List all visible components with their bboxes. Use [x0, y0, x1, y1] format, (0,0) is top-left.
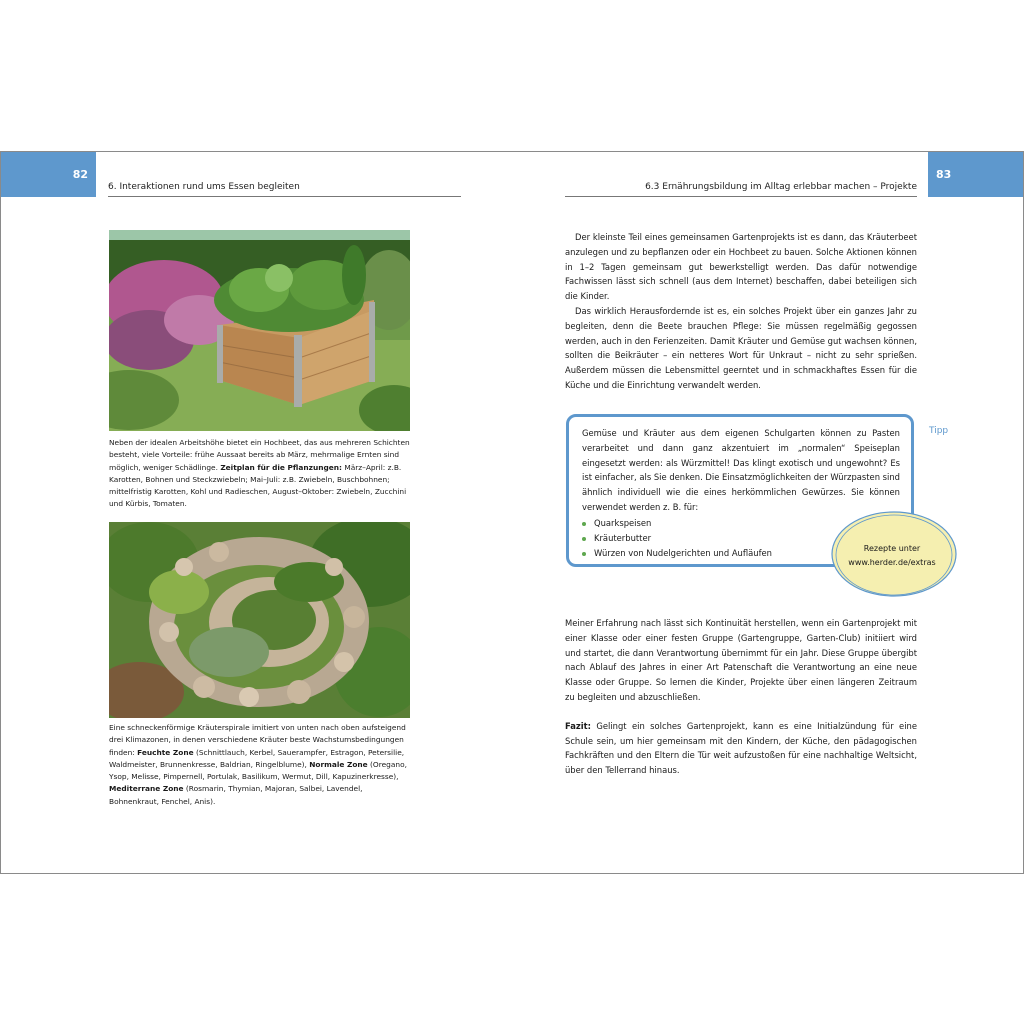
- paragraph: Der kleinste Teil eines gemeinsamen Gartenprojekts ist es dann, das Kräuterbeet anzulegen und zu bepflanzen oder ein Hochbeet zu bauen. Solche Aktionen können in 1–2 Tagen gemeinsam gut bewerkstelligt werden. Das dafür notwendige Fachwissen lässt sich schnell (aus dem Internet) beschaffen, dabei beteiligen sich die Kinder.: [565, 232, 917, 302]
- raised-bed-photo: [109, 230, 410, 431]
- bullet-icon: [582, 552, 586, 556]
- extras-url[interactable]: www.herder.de/extras: [848, 558, 936, 567]
- tip-list: [582, 516, 772, 561]
- caption-bold: Zeitplan für die Pflanzungen:: [220, 462, 342, 472]
- header-rule-right: [565, 196, 917, 197]
- herb-spiral-photo: [109, 522, 410, 718]
- caption-raised-bed: [109, 437, 411, 511]
- paragraph: Meiner Erfahrung nach lässt sich Kontinuität herstellen, wenn ein Gartenprojekt mit einer Klasse oder einer festen Gruppe (Gartengruppe, Garten-Club) initiiert wird und startet, die dann Verantwortung übernimmt für ein Jahr. Diese Gruppe übergibt nach Ablauf des Jahres in einer Art Patenschaft die Verantwortung an eine neue Klasse oder Gruppe. So lernen die Kinder, Projekte über einen längeren Zeitraum zu begleiten und abzuschließen.: [565, 618, 917, 702]
- running-head-right: 6.3 Ernährungsbildung im Alltag erlebbar machen – Projekte: [645, 182, 917, 192]
- tip-label: Tipp: [929, 426, 949, 436]
- caption-bold: Mediterrane Zone: [109, 784, 184, 794]
- caption-text: (Rosmarin, Thymian, Majoran, Salbei, Lavendel, Bohnenkraut, Fenchel, Anis).: [109, 784, 363, 806]
- fazit-paragraph: [565, 719, 917, 778]
- header-rule-left: [108, 196, 461, 197]
- caption-herb-spiral: [109, 722, 411, 808]
- caption-text: (Oregano, Ysop, Melisse, Pimpernell, Portulak, Basilikum, Wermut, Dill, Kapuzinerkresse),: [109, 759, 407, 782]
- extras-link[interactable]: [828, 542, 956, 570]
- page-number-left: 82: [1, 152, 96, 197]
- list-item: [582, 531, 772, 546]
- paragraph: Das wirklich Herausfordernde ist es, ein solches Projekt über ein ganzes Jahr zu begleiten, denn die Beete brauchen Pflege: Sie müssen regelmäßig gegossen werden, auch in den Ferienzeiten. Damit Kräuter und Gemüse gut wachsen können, sollten die Beikräuter – ein netteres Wort für Unkraut – nicht zu sehr sprießen. Außerdem müssen die Lebensmittel geerntet und in schmackhaftes Essen für die Küche und die Einrichtung verwandelt werden.: [565, 305, 918, 390]
- list-item: [582, 516, 772, 531]
- body-text-bottom: [565, 616, 917, 778]
- caption-text: März–April: z.B. Karotten, Bohnen und Steckzwiebeln; Mai–Juli: z.B. Zwiebeln, Buschbohnen; mittelfristig Karotten, Kohl und Radieschen, August–Oktober: Zwiebeln, Zucchini und Kürbis, Tomaten.: [109, 462, 407, 509]
- caption-text: (Schnittlauch, Kerbel, Sauerampfer, Estragon, Petersilie, Waldmeister, Brunnenkresse, Baldrian, Ringelblume),: [109, 747, 405, 769]
- page-number-right: 83: [928, 152, 1023, 197]
- caption-bold: Feuchte Zone: [137, 747, 194, 757]
- list-item: [582, 546, 772, 561]
- extras-line: Rezepte unter: [863, 544, 921, 553]
- running-head-left: 6. Interaktionen rund ums Essen begleiten: [108, 182, 300, 192]
- fazit-label: Fazit:: [565, 720, 591, 731]
- list-item-label: Kräuterbutter: [594, 533, 652, 543]
- caption-text: Neben der idealen Arbeitshöhe bietet ein Hochbeet, das aus mehreren Schichten besteht, viele Vorteile: frühe Aussaat bereits ab März, mehrmalige Ernten sind möglich, weniger Schädlinge.: [109, 438, 410, 472]
- fazit-text: Gelingt ein solches Gartenprojekt, kann es eine Initialzündung für eine Schule sein, um hier gemeinsam mit den Kindern, der Küche, den pädagogischen Fachkräften und den Eltern die Tür weit aufzustoßen für eine nachhaltige Weltsicht, über den Tellerrand hinaus.: [565, 720, 917, 776]
- caption-bold: Normale Zone: [309, 759, 368, 769]
- body-text-top: [565, 230, 917, 393]
- bullet-icon: [582, 522, 586, 526]
- list-item-label: Quarkspeisen: [594, 518, 652, 528]
- list-item-label: Würzen von Nudelgerichten und Aufläufen: [594, 548, 772, 558]
- book-spread: [0, 151, 1024, 874]
- tip-text: Gemüse und Kräuter aus dem eigenen Schulgarten können zu Pasten verarbeitet und dann ganz akzentuiert im „normalen“ Speiseplan eingesetzt werden: als Würzmittel! Das klingt exotisch und ungewohnt? Es ist einfacher, als Sie denken. Die Einsatzmöglichkeiten der Würzpasten sind ähnlich individuell wie die eines herkömmlichen Gewürzes. Sie können verwendet werden z. B. für:: [582, 428, 900, 512]
- bullet-icon: [582, 537, 586, 541]
- caption-text: Eine schneckenförmige Kräuterspirale imitiert von unten nach oben aufsteigend drei Klimazonen, in denen verschiedene Kräuter beste Wachstumsbedingungen finden:: [109, 723, 406, 757]
